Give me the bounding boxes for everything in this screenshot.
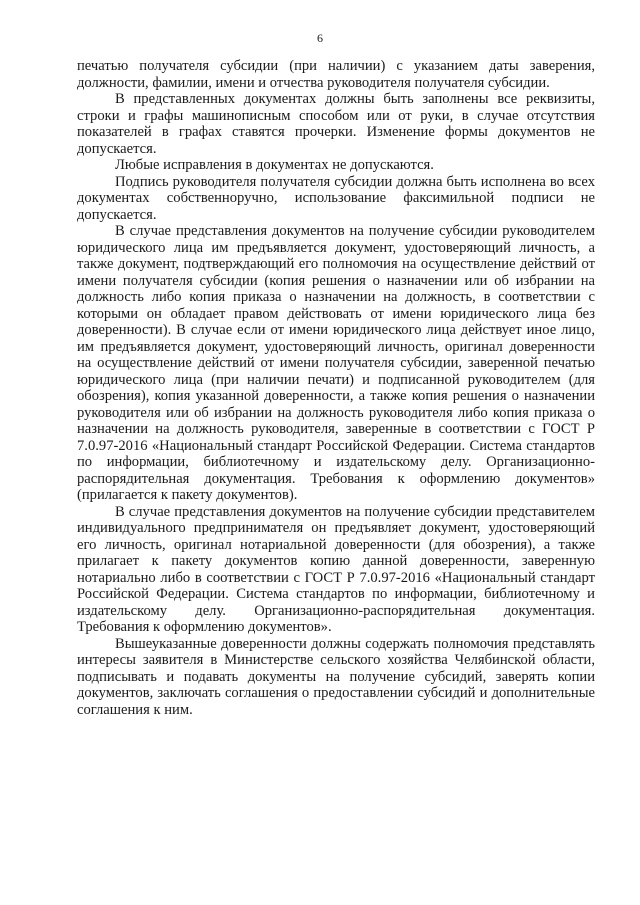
- document-body: [77, 58, 595, 718]
- paragraph-corrections: Любые исправления в документах не допускаются.: [115, 157, 434, 173]
- paragraph-legal-entity: В случае представления документов на получение субсидии руководителем юридического лица им предъявляется документ, удостоверяющий личность, а также документ, подтверждающий его полномочия на осуществление действий от имени получателя субсидии (копия решения о назначении или об избрании на должность либо копия приказа о назначении на должность, в соответствии с которыми он обладает правом действовать от имени юридического лица без доверенности). В случае если от имени юридического лица действует иное лицо, им предъявляется документ, удостоверяющий личность, оригинал доверенности на осуществление действий от имени получателя субсидии, заверенной печатью юридического лица (при наличии печати) и подписанной руководителем (для обозрения), копия указанной доверенности, а также копия решения о назначении руководителя или об избрании на должность руководителя либо копия приказа о назначении на должность руководителя, заверенные в соответствии с ГОСТ Р 7.0.97-2016 «Национальный стандарт Российской Федерации. Система стандартов по информации, библиотечному и издательскому делу. Организационно-распорядительная документация. Требования к оформлению документов» (прилагается к пакету документов).: [77, 223, 595, 503]
- paragraph-entrepreneur: В случае представления документов на получение субсидии представителем индивидуального предпринимателя он предъявляет документ, удостоверяющий его личность, оригинал нотариальной доверенности (для обозрения), а также прилагает к пакету документов копию данной доверенности, заверенную нотариально либо в соответствии с ГОСТ Р 7.0.97-2016 «Национальный стандарт Российской Федерации. Система стандартов по информации, библиотечному и издательскому делу. Организационно-распорядительная документация. Требования к оформлению документов».: [77, 503, 595, 635]
- paragraph-power-of-attorney: Вышеуказанные доверенности должны содержать полномочия представлять интересы заявителя в Министерстве сельского хозяйства Челябинской области, подписывать и подавать документы на получение субсидий, заверять копии документов, заключать соглашения о предоставлении субсидий и дополнительные соглашения к ним.: [77, 635, 595, 718]
- paragraph-signature: Подпись руководителя получателя субсидии должна быть исполнена во всех документах собственноручно, использование факсимильной подписи не допускается.: [77, 173, 595, 223]
- paragraph-continuation: печатью получателя субсидии (при наличии) с указанием даты заверения, должности, фамилии, имени и отчества руководителя получателя субсидии.: [77, 58, 595, 91]
- page-number: 6: [317, 31, 323, 45]
- paragraph-requisites: В представленных документах должны быть заполнены все реквизиты, строки и графы машинописным способом или от руки, в случае отсутствия показателей в графах ставятся прочерки. Изменение формы документов не допускается.: [77, 91, 595, 157]
